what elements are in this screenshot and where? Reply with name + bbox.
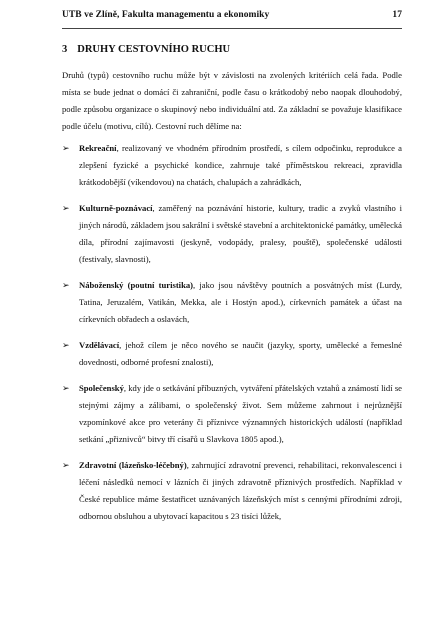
header-divider <box>62 28 402 29</box>
arrow-bullet-icon: ➢ <box>62 340 70 350</box>
arrow-bullet-icon: ➢ <box>62 203 70 213</box>
list-item-description: , kdy jde o setkávání příbuzných, vytváření přátelských vztahů a známostí lidí se stejnými zájmy a zálibami, o společenský život. Sem můžeme zahrnout i nejrůznější vzpomínkové akce pro veterány či příznivce významných historických událostí (například setkání „přiznivců“ bitvy tří císařů u Slavkova 1805 apod.), <box>79 383 402 444</box>
chapter-heading <box>62 44 230 55</box>
list-item-term: Zdravotní (lázeňsko-léčebný) <box>79 460 187 470</box>
chapter-title: DRUHY CESTOVNÍHO RUCHU <box>77 44 231 55</box>
running-header <box>62 10 402 30</box>
intro-paragraph: Druhů (typů) cestovního ruchu může být v závislosti na zvolených kritériích celá řada. Podle místa se bude jednat o domácí či zahraniční, podle času o krátkodobý nebo naopak dlouhodobý, podle způsobu organizace o skupinový nebo individuální atd. Za základní se považuje klasifikace podle účelu (motivu, cílů). Cestovní ruch dělíme na: <box>62 70 402 131</box>
list-item-text <box>79 337 402 371</box>
arrow-bullet-icon: ➢ <box>62 143 70 153</box>
list-item-text <box>79 277 402 328</box>
arrow-bullet-icon: ➢ <box>62 280 70 290</box>
list-item-text <box>79 200 402 268</box>
list-item-description: , zahrnující zdravotní prevenci, rehabilitaci, rekonvalescenci i léčení následků nemocí v lázních či jiných zdravotně příznivých prostředích. Například v České republice máme šestatřicet uznávaných lázeňských míst s cennými přírodními zdroji, odbornou obsluhou a ubytovací kapacitou s 23 tisíci lůžek, <box>79 460 402 521</box>
list-item-text <box>79 140 402 191</box>
list-item-text <box>79 457 402 525</box>
list-item-term: Kulturně-poznávací <box>79 203 153 213</box>
chapter-number: 3 <box>62 44 68 55</box>
list-item-term: Náboženský (poutní turistika) <box>79 280 194 290</box>
list-item <box>62 380 402 448</box>
list-item <box>62 457 402 525</box>
list-item-text <box>79 380 402 448</box>
list-item-description: , jehož cílem je něco nového se naučit (jazyky, sporty, umělecké a řemeslné dovednosti, odborné profesní znalosti), <box>79 340 402 367</box>
list-item-description: , realizovaný ve vhodném přírodním prostředí, s cílem odpočinku, reprodukce a zlepšení fyzické a psychické kondice, zahrnuje také příměstskou rekreaci, zpravidla krátkodobější (víkendovou) na chatách, chalupách a zahrádkách, <box>79 143 402 187</box>
list-item-description: , zaměřený na poznávání historie, kultury, tradic a zvyků vlastního i jiných národů, základem jsou sakrální i světské stavební a architektonické památky, umělecká díla, přírodní zajímavosti (jeskyně, vodopády, pralesy, pouště), společenské události (festivaly, slavnosti), <box>79 203 402 264</box>
arrow-bullet-icon: ➢ <box>62 460 70 470</box>
tourism-types-list <box>62 140 402 525</box>
list-item-term: Rekreační <box>79 143 117 153</box>
list-item-term: Vzdělávací <box>79 340 120 350</box>
list-item-description: , jako jsou návštěvy poutních a posvátných míst (Lurdy, Tatina, Jeruzalém, Vatikán, Mekka, ale i Hostýn apod.), církevních památek a účast na církevních obřadech a oslavách, <box>79 280 403 324</box>
list-item <box>62 337 402 371</box>
header-page-number: 17 <box>392 10 402 20</box>
arrow-bullet-icon: ➢ <box>62 383 70 393</box>
list-item-term: Společenský <box>79 383 124 393</box>
list-item <box>62 200 402 268</box>
header-institution: UTB ve Zlíně, Fakulta managementu a ekonomiky <box>62 10 270 20</box>
list-item <box>62 277 402 328</box>
list-item <box>62 140 402 191</box>
